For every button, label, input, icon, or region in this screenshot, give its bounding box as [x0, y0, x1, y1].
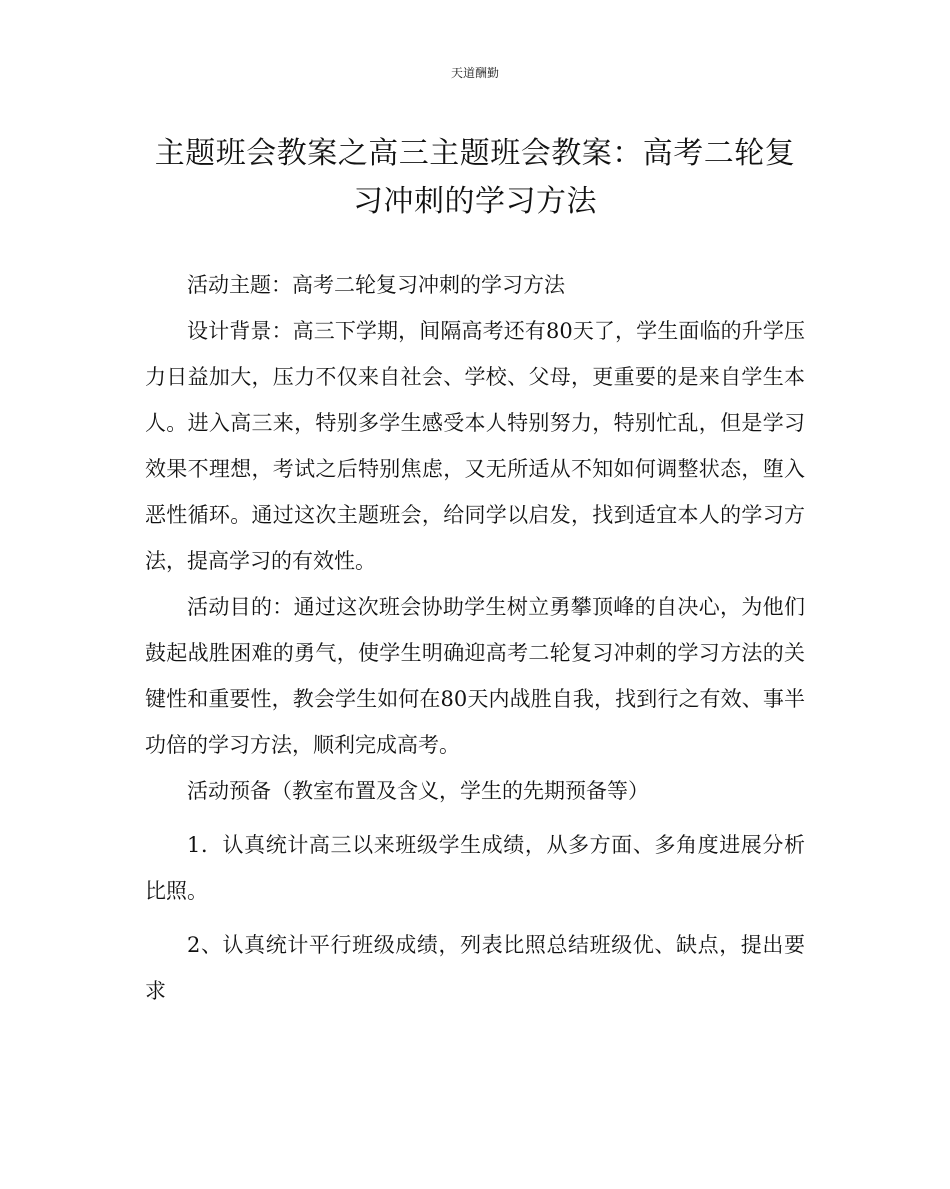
paragraph-step-2: 2、认真统计平行班级成绩，列表比照总结班级优、缺点，提出要求 — [145, 933, 805, 1003]
paragraph-activity-theme: 活动主题：高考二轮复习冲刺的学习方法 — [187, 273, 565, 297]
page-header: 天道酬勤 — [450, 66, 499, 80]
paragraph-activity-preparation: 活动预备（教室布置及含义，学生的先期预备等） — [187, 779, 649, 803]
document-body — [145, 262, 805, 1014]
paragraph-activity-purpose: 活动目的：通过这次班会协助学生树立勇攀顶峰的自决心，为他们鼓起战胜困难的勇气，使学生明确迎高考二轮复习冲刺的学习方法的关键性和重要性，教会学生如何在80天内战胜自我，找到行之有效、事半功倍的学习方法，顺利完成高考。 — [145, 595, 805, 757]
document-title: 主题班会教案之高三主题班会教案：高考二轮复习冲刺的学习方法 — [154, 136, 796, 219]
paragraph-design-background: 设计背景：高三下学期，间隔高考还有80天了，学生面临的升学压力日益加大，压力不仅来自社会、学校、父母，更重要的是来自学生本人。进入高三来，特别多学生感受本人特别努力，特别忙乱，但是学习效果不理想，考试之后特别焦虑，又无所适从不知如何调整状态，堕入恶性循环。通过这次主题班会，给同学以启发，找到适宜本人的学习方法，提高学习的有效性。 — [145, 319, 805, 573]
paragraph-step-1: 1．认真统计高三以来班级学生成绩，从多方面、多角度进展分析比照。 — [145, 833, 805, 903]
